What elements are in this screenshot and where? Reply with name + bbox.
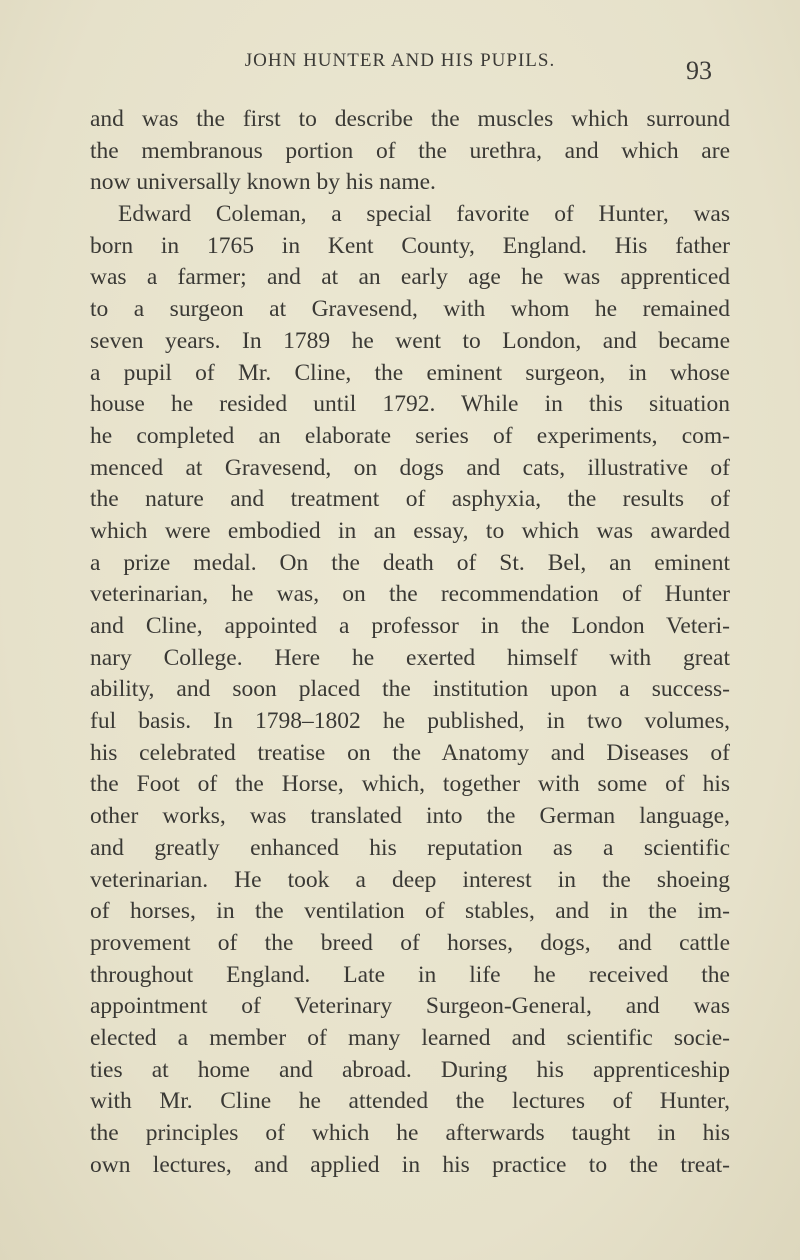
- text-line: the membranous portion of the urethra, and which are: [90, 137, 730, 164]
- text-line: other works, was translated into the German language,: [90, 803, 730, 830]
- text-line: Edward Coleman, a special favorite of Hunter, was: [118, 201, 730, 228]
- text-line: appointment of Veterinary Surgeon-General, and was: [90, 993, 730, 1020]
- text-line: he completed an elaborate series of experiments, com-: [90, 422, 730, 449]
- text-line: ties at home and abroad. During his apprenticeship: [90, 1056, 730, 1083]
- running-head: JOHN HUNTER AND HIS PUPILS.: [244, 50, 556, 71]
- text-line: the principles of which he afterwards taught in his: [90, 1120, 730, 1146]
- text-line: nary College. Here he exerted himself with great: [90, 644, 730, 671]
- text-line: a pupil of Mr. Cline, the eminent surgeon, in whose: [90, 359, 730, 386]
- text-line: menced at Gravesend, on dogs and cats, illustrative of: [90, 454, 730, 481]
- text-line: the nature and treatment of asphyxia, the results of: [90, 486, 730, 513]
- text-line: and was the first to describe the muscles which surround: [90, 106, 730, 132]
- text-line: the Foot of the Horse, which, together with some of his: [90, 771, 730, 798]
- page-number: 93: [686, 56, 712, 85]
- text-line: his celebrated treatise on the Anatomy and Diseases of: [90, 739, 730, 766]
- text-line: to a surgeon at Gravesend, with whom he remained: [90, 296, 730, 323]
- text-line: with Mr. Cline he attended the lectures of Hunter,: [90, 1088, 730, 1115]
- text-line: veterinarian, he was, on the recommendation of Hunter: [90, 581, 730, 608]
- text-line: of horses, in the ventilation of stables, and in the im-: [90, 898, 730, 925]
- text-line: born in 1765 in Kent County, England. His father: [90, 232, 730, 259]
- text-line: and greatly enhanced his reputation as a scientific: [90, 834, 730, 861]
- text-line: ability, and soon placed the institution upon a success-: [90, 676, 730, 703]
- text-line: and Cline, appointed a professor in the London Veteri-: [90, 613, 730, 639]
- text-line: seven years. In 1789 he went to London, and became: [90, 327, 730, 354]
- text-line: which were embodied in an essay, to which was awarded: [90, 517, 730, 544]
- text-line: a prize medal. On the death of St. Bel, an eminent: [90, 549, 730, 576]
- text-line: was a farmer; and at an early age he was apprenticed: [90, 264, 730, 291]
- text-line: own lectures, and applied in his practice to the treat-: [90, 1151, 730, 1178]
- text-line: veterinarian. He took a deep interest in the shoeing: [90, 866, 730, 893]
- body-text: [90, 104, 730, 1181]
- text-line: ful basis. In 1798–1802 he published, in two volumes,: [90, 708, 730, 735]
- text-line: throughout England. Late in life he received the: [90, 961, 730, 988]
- text-line: provement of the breed of horses, dogs, and cattle: [90, 929, 730, 956]
- text-line: now universally known by his name.: [90, 169, 436, 196]
- text-line: house he resided until 1792. While in this situation: [90, 391, 730, 418]
- text-line: elected a member of many learned and scientific socie-: [90, 1024, 730, 1051]
